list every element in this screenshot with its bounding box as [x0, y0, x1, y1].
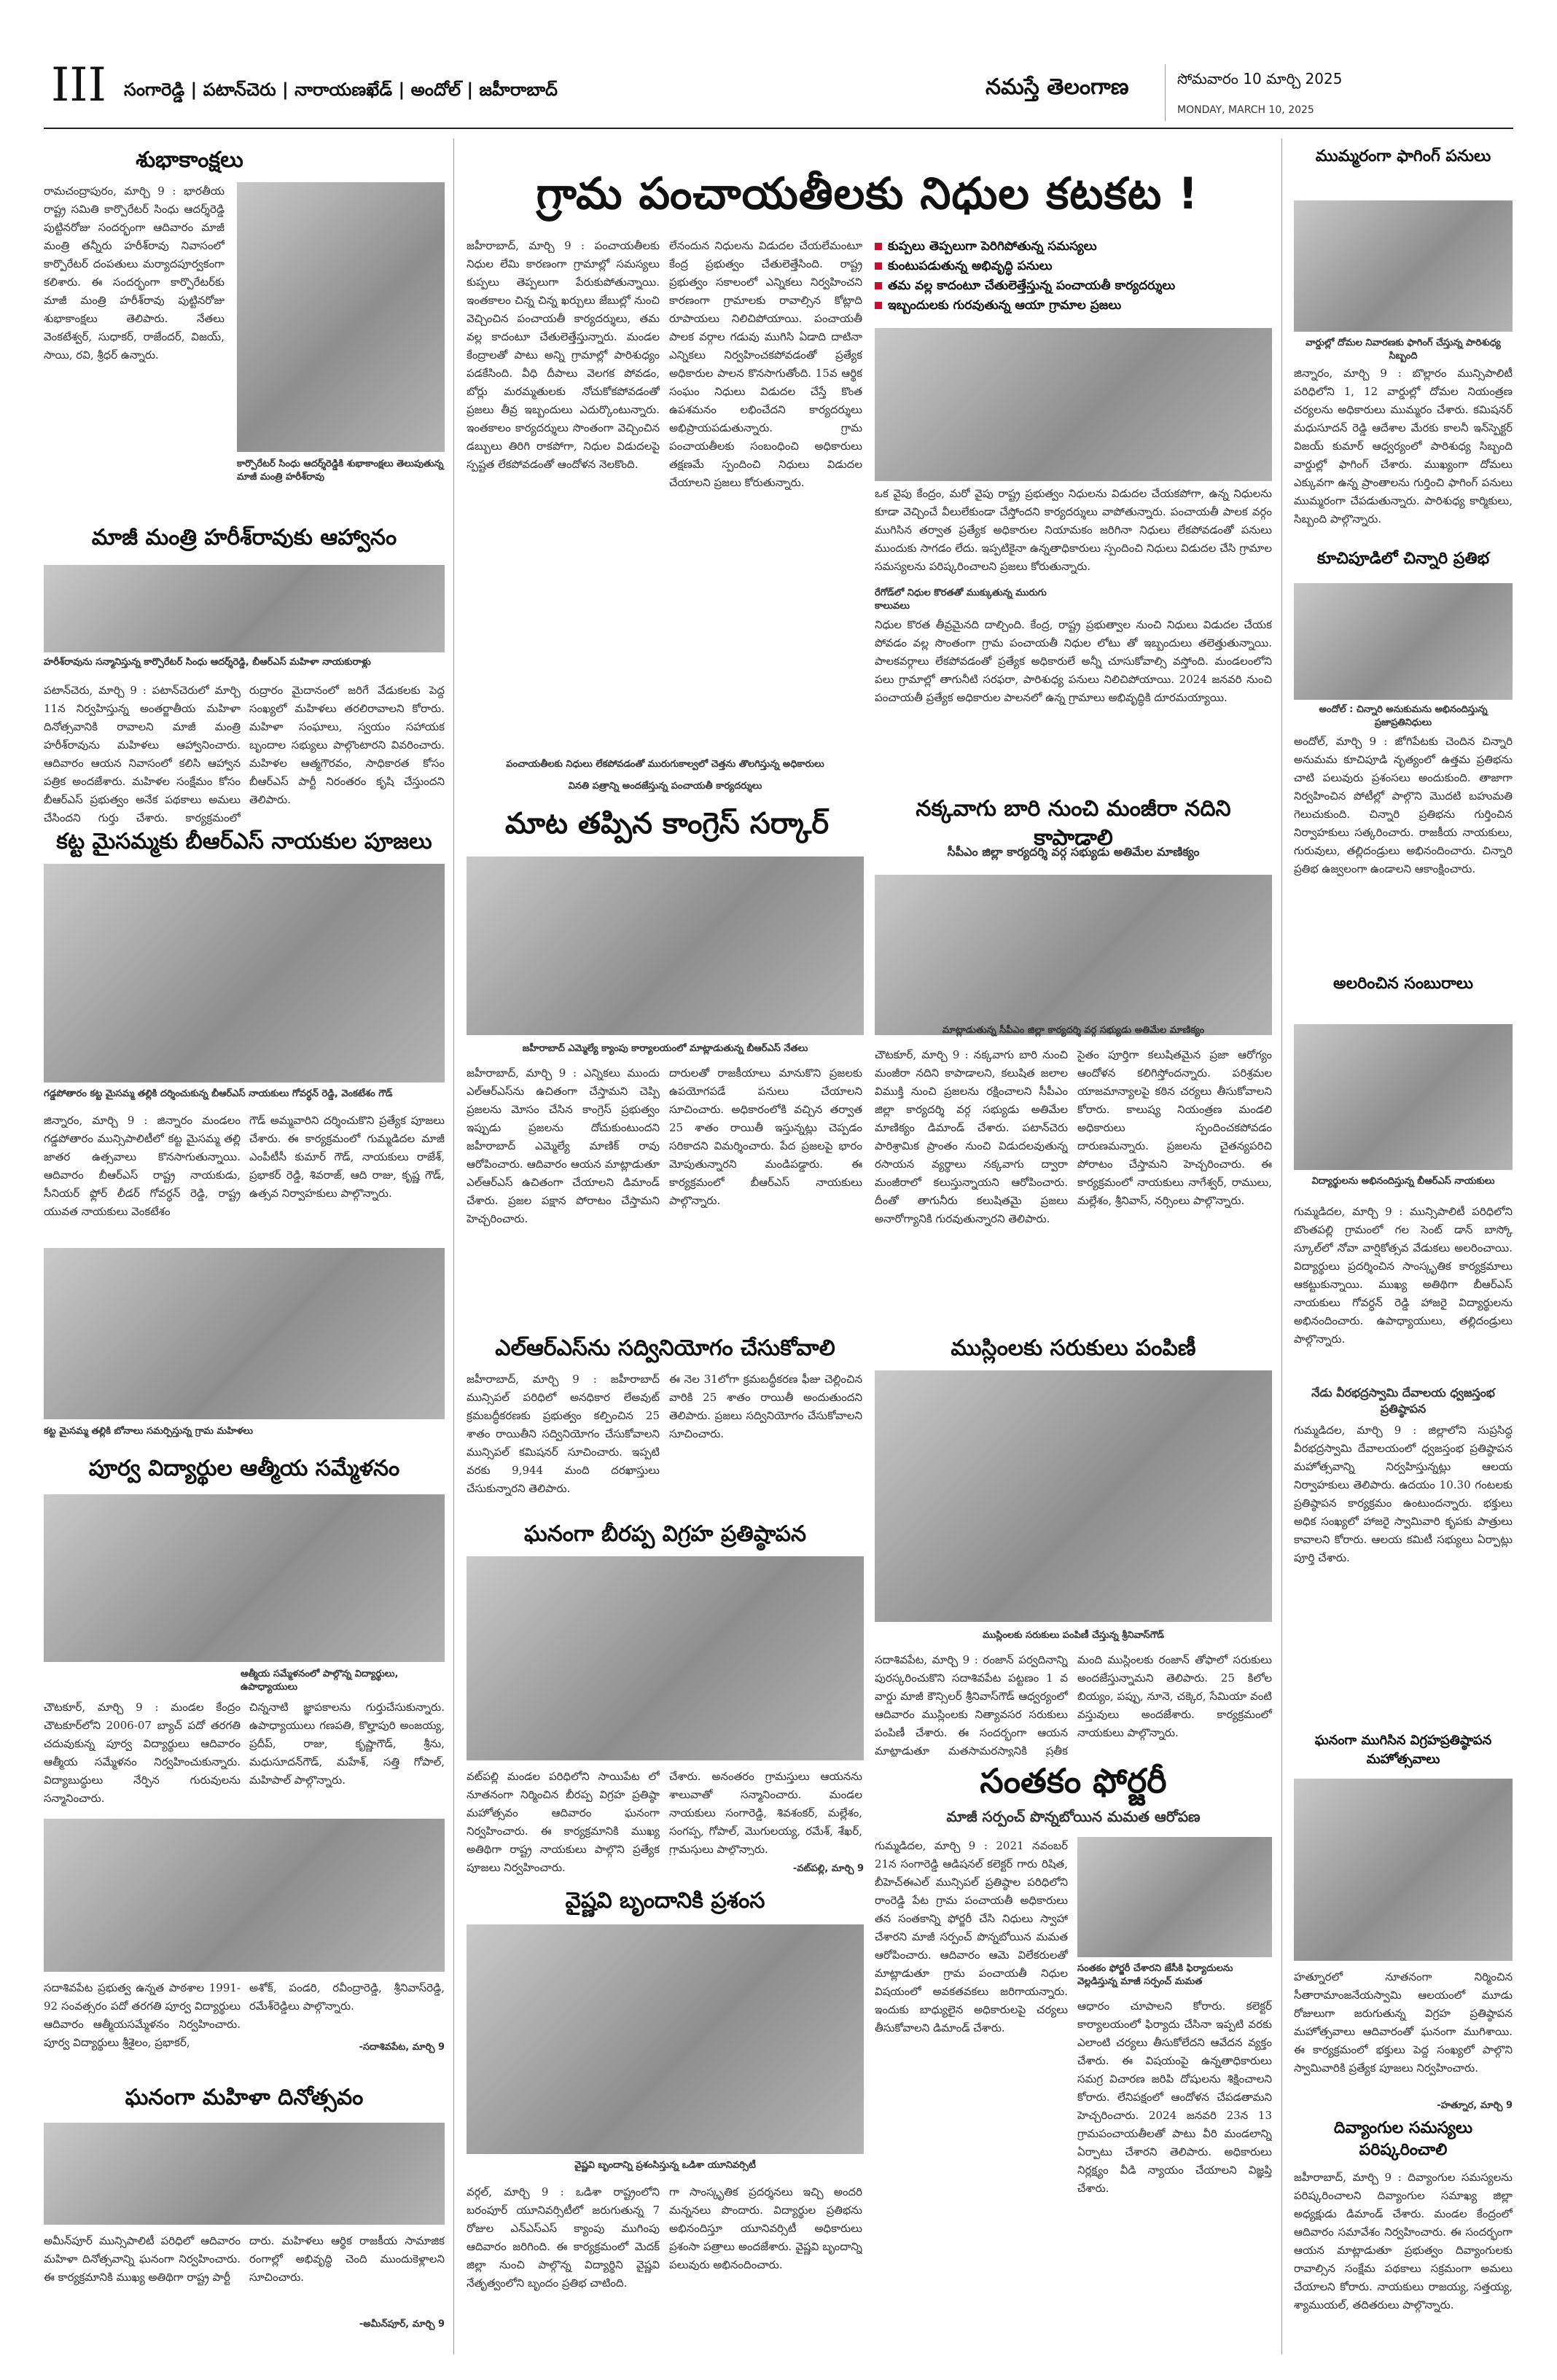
muslim-body-b: మంది ముస్లింలకు రంజాన్ తోఫాలో సరుకులు అందజేస్తున్నామని తెలిపారు. 25 కిలోల బియ్యం, పప్పు, నూనె, చక్కెర, సేమియా వంటి వస్తువులు అందజేశారు. కార్యక్రమంలో నాయకులు పాల్గొన్నారు. [1077, 1653, 1272, 1739]
muslim-caption: ముస్లింలకు సరుకులు పంపిణీ చేస్తున్న శ్రీనివాస్‌గౌడ్ [982, 1630, 1165, 1641]
vaishnavi-caption: వైష్ణవి బృందాన్ని ప్రశంసిస్తున్న ఒడిశా యూనివర్సిటీ [574, 2160, 756, 2171]
disabled-issues-headline: దివ్యాంగుల సమస్యలు పరిష్కరించాలి [1333, 2119, 1473, 2159]
vaishnavi-body-c: వర్గల్, మార్చి 9 : ఒడిశా రాష్ట్రంలోని బరంపూర్ యూనివర్సిటీలో జరుగుతున్న 7 రోజుల ఎన్ఎస్ఎస్ క్యాంపు ముగింపు ఆదివారం జరిగింది. ఈ కార్యక్రమంలో మెదక్ జిల్లా నుంచి పాల్గొన్న విద్యార్థిని వైష్ణవి నేతృత్వంలోని బృందం ప్రతిభ చాటింది. [467, 2185, 660, 2290]
idol-festival-photo [1294, 1779, 1513, 1961]
celebrations-caption: విద్యార్థులను అభినందిస్తున్న బీఆర్ఎస్ నాయకులు [1311, 1176, 1495, 1187]
vaishnavi-photo [467, 1924, 864, 2154]
lead-bullet: కుప్పలు తెప్పలుగా పెరిగిపోతున్న సమస్యలు [875, 237, 1272, 257]
alumni-body-a: చౌటకూర్, మార్చి 9 : మండల కేంద్రం చౌటకూర్‌లోని 2006-07 బ్యాచ్ పదో తరగతి చదువుకున్న పూర్వ విద్యార్థులు ఆదివారం ఆత్మీయ సమ్మేళనం నిర్వహించుకున్నారు. విద్యాబుద్ధులు నేర్పిన గురువులను సన్మానించారు. [44, 1701, 241, 1805]
fogging-body: జిన్నారం, మార్చి 9 : బొల్లారం మున్సిపాలిటీ పరిధిలోని 1, 12 వార్డుల్లో దోమల నియంత్రణ చర్యలను అధికారులు ముమ్మరం చేశారు. కమిషనర్ మధుసూదన్ రెడ్డి ఆదేశాల మేరకు కాలనీ ఇన్‌స్పెక్టర్ విజయ్ కుమార్ ఆధ్వర్యంలో పారిశుధ్య సిబ్బంది వార్డుల్లో ఫాగింగ్ చేశారు. ముఖ్యంగా దోమలు ఎక్కువగా ఉన్న ప్రాంతాలను గుర్తించి ఫాగింగ్ పనులు ముమ్మరంగా చేపడుతున్నారు. పారిశుధ్య కార్మికులు, సిబ్బంది పాల్గొన్నారు. [1294, 367, 1513, 526]
greetings-caption: కార్పొరేటర్ సింధు ఆదర్శ్‌రెడ్డికి శుభాకాంక్షలు తెలుపుతున్న మాజీ మంత్రి హరీశ్‌రావు [237, 459, 444, 483]
date-telugu: సోమవారం 10 మార్చి 2025 [1177, 70, 1343, 87]
manjira-caption: మాట్లాడుతున్న సీపీఎం జిల్లా కార్యదర్శి వర్గ సభ్యుడు అతిమేల మాణిక్యం [942, 1025, 1205, 1036]
lead-headline: గ్రామ పంచాయతీలకు నిధుల కటకట ! [536, 168, 1199, 219]
kuchipudi-caption: అందోల్ : చిన్నారి అనుకుమను అభినందిస్తున్న ప్రజాప్రతినిధులు [1319, 704, 1488, 728]
manjira-headline: నక్కవాగు బారి నుంచి మంజీరా నదిని కాపాడాలి [916, 796, 1231, 851]
womens-day-dateline: -అమీన్‌పూర్, మార్చి 9 [359, 2319, 445, 2330]
muslim-body-a: సదాశివపేట, మార్చి 9 : రంజాన్ పర్వదినాన్ని పురస్కరించుకొని సదాశివపేట పట్టణం 1 వ వార్డు మాజీ కౌన్సిలర్ శ్రీనివాస్‌గౌడ్ ఆధ్వర్యంలో ఆదివారం ముస్లింలకు నిత్యావసర సరుకులు పంపిణీ చేశారు. ఈ సందర్భంగా ఆయన మాట్లాడుతూ మతసామరస్యానికి ప్రతీక [875, 1653, 1068, 1757]
sadasivpet-alumni-body-b: అశోక్, పండరి, రవీంద్రారెడ్డి, శ్రీనివాస్‌రెడ్డి, రమేశ్‌రెడ్డిలు పాల్గొన్నారు. [249, 1981, 445, 2013]
harish-invite-headline: మాజీ మంత్రి హరీశ్‌రావుకు ఆహ్వానం [91, 525, 397, 550]
congress-body-a: జహీరాబాద్, మార్చి 9 : ఎన్నికలు ముందు ఎల్ఆర్ఎస్‌ను ఉచితంగా చేస్తామని చెప్పి ప్రజలను మోసం చేసిన కాంగ్రెస్ ప్రభుత్వం ఇప్పుడు ప్రజలను దోచుకుంటుందని జహీరాబాద్ ఎమ్మెల్యే మాణిక్ రావు ఆరోపించారు. ఆదివారం ఆయన మాట్లాడుతూ ఎల్ఆర్ఎస్ ఉచితంగా చేయాలని డిమాండ్ చేశారు. ప్రజల పక్షాన పోరాటం చేస్తామని హెచ్చరించారు. [467, 1066, 660, 1225]
column-divider [1281, 138, 1282, 2354]
lead-body-b: లేనందున నిధులను విడుదల చేయలేమంటూ కేంద్ర ప్రభుత్వం చేతులెత్తేసింది. రాష్ట్ర ప్రభుత్వం సకాలంలో ఎన్నికలు నిర్వహించని కారణంగా గ్రామాలకు రావాల్సిన కోట్లాది రూపాయలు నిలిచిపోయాయి. పంచాయతీ పాలక వర్గాల గడువు ముగిసి ఏడాది దాటినా ఎన్నికలు నిర్వహించకపోవడంతో ప్రత్యేక అధికారుల పాలన కొనసాగుతోంది. 15వ ఆర్థిక సంఘం నిధులు విడుదల చేస్తే కొంత ఉపశమనం లభించేదని కార్యదర్శులు అభిప్రాయపడుతున్నారు. గ్రామ పంచాయతీలకు సంబంధించి అధికారులు తక్షణమే స్పందించి నిధులు విడుదల చేయాలని ప్రజలు కోరుతున్నారు. [669, 239, 862, 489]
celebrations-body: గుమ్మడిదల, మార్చి 9 : మున్సిపాలిటీ పరిధిలోని బొంతపల్లి గ్రామంలో గల సెంట్ డాన్ బాస్కో స్కూల్‌లో నోవా వార్షికోత్సవ వేడుకలు అలరించాయి. విద్యార్థులు ప్రదర్శించిన సాంస్కృతిక కార్యక్రమాలు ఆకట్టుకున్నాయి. ముఖ్య అతిథిగా బీఆర్ఎస్ నాయకులు గోవర్ధన్ రెడ్డి హాజరై విద్యార్థులను అభినందించారు. ఉపాధ్యాయులు, తల్లిదండ్రులు పాల్గొన్నారు. [1294, 1205, 1513, 1346]
womens-day-headline: ఘనంగా మహిళా దినోత్సవం [125, 2085, 364, 2110]
idol-festival-dateline: -హత్నూర, మార్చి 9 [1437, 2100, 1513, 2111]
alumni-photo [44, 1494, 445, 1662]
maisamma-photo [44, 864, 445, 1082]
maisamma-headline: కట్ట మైసమ్మకు బీఆర్ఎస్ నాయకుల పూజలు [56, 829, 432, 854]
birappa-photo [467, 1556, 864, 1760]
womens-day-photo [44, 2123, 445, 2225]
vaishnavi-body-d: గా సాంస్కృతిక ప్రదర్శనలు ఇచ్చి అందరి మన్ననలు పొందారు. విద్యార్థుల ప్రతిభను అభినందిస్తూ యూనివర్సిటీ అధికారులు ప్రశంసా పత్రాలు అందజేశారు. వైష్ణవి బృందాన్ని పలువురు అభినందించారు. [669, 2185, 862, 2271]
porgery-body-a: గుమ్మడిదల, మార్చి 9 : 2021 నవంబర్ 21న సంగారెడ్డి ఆడిషనల్ కలెక్టర్ గారు రిషిత, బీహెచ్ఈఎల్ మున్సిపల్ ప్రతిష్ఠాల పరిధిలోని రాంరెడ్డి పేట గ్రామ పంచాయతీ అధికారులు తన సంతకాన్ని ఫోర్జరీ చేసి నిధులు స్వాహా చేశారని మాజీ సర్పంచ్ పొన్నబోయిన మమత ఆరోపించారు. ఆదివారం ఆమె విలేకరులతో మాట్లాడుతూ గ్రామ పంచాయతీ నిధుల విషయంలో అవకతవకలు జరిగాయన్నారు. ఇందుకు బాధ్యులైన అధికారులపై చర్యలు తీసుకోవాలని డిమాండ్ చేశారు. [875, 1839, 1068, 2034]
page-number: III [51, 58, 106, 112]
bonalu-photo [44, 1248, 445, 1419]
maisamma-body-b: గౌడ్ అమ్మవారిని దర్శించుకొని ప్రత్యేక పూజలు చేశారు. ఈ కార్యక్రమంలో గుమ్మడిదల మాజీ ఎంపీటీసీ కుమార్ గౌడ్, నాయకులు రాజేశ్, ప్రభాకర్ రెడ్డి, శివరాజ్, ఆది రాజు, కృష్ణ గౌడ్, ఉత్సవ నిర్వాహకులు పాల్గొన్నారు. [249, 1114, 445, 1200]
celebrations-photo [1294, 1024, 1513, 1170]
lrs-body-b: ఈ నెల 31లోగా క్రమబద్ధీకరణ ఫీజు చెల్లించిన వారికి 25 శాతం రాయితీ అందుతుందని తెలిపారు. ప్రజలు సద్వినియోగం చేసుకోవాలని సూచించారు. [669, 1373, 862, 1440]
birappa-headline: ఘనంగా బీరప్ప విగ్రహ ప్రతిష్ఠాపన [523, 1521, 807, 1547]
masthead-rule [44, 128, 1513, 129]
fogging-photo [1294, 200, 1513, 332]
birappa-body-a: వట్‌పల్లి మండల పరిధిలోని సాయిపేట లో నూతనంగా నిర్మించిన బీరప్ప విగ్రహ ప్రతిష్ఠా మహోత్సవం ఆదివారం ఘనంగా నిర్వహించారు. ఈ కార్యక్రమానికి ముఖ్య అతిథిగా రాష్ట్ర నాయకులు పాల్గొని ప్రత్యేక పూజలు నిర్వహించారు. [467, 1770, 660, 1874]
dhwajasthambham-headline: నేడు వీరభద్రస్వామి దేవాలయ ధ్వజస్తంభ ప్రతిష్ఠాపన [1311, 1386, 1495, 1416]
muslim-headline: ముస్లింలకు సరుకులు పంపిణీ [951, 1335, 1196, 1361]
alumni-headline: పూర్వ విద్యార్థుల ఆత్మీయ సమ్మేళనం [88, 1456, 400, 1481]
birappa-dateline: -వట్‌పల్లి, మార్చి 9 [792, 1863, 864, 1874]
congress-headline: మాట తప్పిన కాంగ్రెస్ సర్కార్ [504, 807, 830, 840]
lead-bullets [875, 237, 1272, 316]
manjira-subhead: సీపీఎం జిల్లా కార్యదర్శి వర్గ సభ్యుడు అతిమేల మాణిక్యం [947, 845, 1200, 859]
kuchipudi-photo [1294, 583, 1513, 700]
greetings-body: రామచంద్రాపురం, మార్చి 9 : భారతీయ రాష్ట్ర సమితి కార్పొరేటర్ సింధు ఆదర్శ్‌రెడ్డి పుట్టినరోజు సందర్భంగా ఆదివారం మాజీ మంత్రి తన్నీరు హరీశ్‌రావు నివాసంలో కార్పొరేటర్ దంపతులు మర్యాదపూర్వకంగా కలిశారు. ఈ సందర్భంగా కార్పొరేటర్‌కు మాజీ మంత్రి హరీశ్‌రావు పుట్టినరోజు శుభాకాంక్షలు తెలిపారు. నేతలు వెంకటేశ్వర్, సుధాకర్, రాజేందర్, విజయ్, సాయి, రవి, శ్రీధర్ ఉన్నారు. [44, 184, 225, 362]
lead-body-c: నిధుల కొరత తీవ్రమైనది దాల్చింది. కేంద్ర, రాష్ట్ర ప్రభుత్వాల నుంచి నిధులు విడుదల చేయక పోవడం వల్ల సొంతంగా గ్రామ పంచాయతీ నిధుల లోటు తో ఇబ్బందులు తలెత్తుతున్నాయి. పాలకవర్గాలు లేకపోవడంతో ప్రత్యేక అధికారులే అన్నీ చూసుకోవాల్సి వస్తోంది. మండలంలోని పలు గ్రామాల్లో తాగునీటి సరఫరా, పారిశుధ్య పనులు నిలిచిపోయాయి. 2024 జనవరి నుంచి పంచాయతీ ప్రత్యేక అధికారుల పాలనలో ఉన్న గ్రామాలు అభివృద్ధికి దూరమయ్యాయి. [875, 618, 1272, 704]
greetings-photo [237, 182, 445, 452]
lrs-headline: ఎల్ఆర్ఎస్‌ను సద్వినియోగం చేసుకోవాలి [495, 1335, 835, 1361]
fogging-headline: ముమ్మరంగా ఫాగింగ్ పనులు [1315, 147, 1491, 165]
porgery-caption: సంతకం ఫోర్జరీ చేశారని జేసీకి ఫిర్యాదులను వెల్లడిస్తున్న మాజీ సర్పంచ్ మమత [1077, 1963, 1233, 1987]
congress-caption: జహీరాబాద్ ఎమ్మెల్యే క్యాంపు కార్యాలయంలో మాట్లాడుతున్న బీఆర్ఎస్ నేతలు [522, 1043, 808, 1054]
dhwajasthambham-body: గుమ్మడిదల, మార్చి 9 : జిల్లాలోని సుప్రసిద్ధ వీరభద్రస్వామి దేవాలయంలో ధ్వజస్తంభ ప్రతిష్ఠాపన మహోత్సవాన్ని నిర్వహిస్తున్నట్లు ఆలయ నిర్వాహకులు తెలిపారు. ఉదయం 10.30 గంటలకు ప్రతిష్ఠాపన కార్యక్రమం ఉంటుందన్నారు. భక్తులు అధిక సంఖ్యలో హాజరై స్వామివారి కృపకు పాత్రులు కావాలని కోరారు. ఆలయ కమిటీ సభ్యులు ఏర్పాట్లు పూర్తి చేశారు. [1294, 1424, 1513, 1564]
sadasivpet-alumni-photo [44, 1819, 445, 1972]
womens-day-body-b: దారు. మహిళలు ఆర్థిక రాజకీయ సామాజిక రంగాల్లో అభివృద్ధి చెంది ముందుకెళ్లాలని సూచించారు. [249, 2234, 445, 2284]
regions-strip: సంగారెడ్డి | పటాన్‌చెరు | నారాయణఖేడ్ | అందోల్ | జహీరాబాద్ [124, 79, 558, 100]
maisamma-body-a: జిన్నారం, మార్చి 9 : జిన్నారం మండలం గడ్డపోతారం మున్సిపాలిటీలో కట్ట మైసమ్మ తల్లి జాతర ఉత్సవాలు కొనసాగుతున్నాయి. ఆదివారం బీఆర్ఎస్ రాష్ట్ర నాయకుడు, సీనియర్ ఫ్లోర్ లీడర్ గోవర్ధన్ రెడ్డి, రాష్ట్ర యువత నాయకులు వెంకటేశం [44, 1114, 241, 1218]
lead-bullet: ఇబ్బందులకు గురవుతున్న ఆయా గ్రామాల ప్రజలు [875, 296, 1272, 316]
lead-bullet: కుంటుపడుతున్న అభివృద్ధి పనులు [875, 257, 1272, 276]
vaishnavi-headline: వైష్ణవి బృందానికి ప్రశంస [565, 1888, 765, 1913]
manjira-body-b: సైతం పూర్తిగా కలుషితమైన ప్రజా ఆరోగ్యం ఆందోళన కలిగిస్తోందన్నారు. పరిశ్రమల యాజమాన్యాలపై కఠిన చర్యలు తీసుకోవాలని కోరారు. కాలుష్య నియంత్రణ మండలి అధికారులు స్పందించకపోవడం దారుణమన్నారు. ప్రజలను చైతన్యపరిచి పోరాటం చేస్తామని హెచ్చరించారు. ఈ కార్యక్రమంలో నాయకులు నాగేశ్వర్, రాములు, మల్లేశం, శ్రీనివాస్, నర్సింలు పాల్గొన్నారు. [1077, 1048, 1272, 1207]
celebrations-headline: అలరించిన సంబురాలు [1333, 975, 1473, 993]
masthead-divider [1165, 64, 1166, 121]
congress-body-b: దారులతో రాజకీయాలు మానుకొని ప్రజలకు ఉపయోగపడే పనులు చేయాలని సూచించారు. అధికారంలోకి వచ్చిన తర్వాత 25 శాతం రాయితీ ఇస్తున్నట్లు చెప్పడం సరికాదని విమర్శించారు. పేద ప్రజలపై భారం మోపుతున్నారని మండిపడ్డారు. ఈ కార్యక్రమంలో బీఆర్ఎస్ నాయకులు పాల్గొన్నారు. [669, 1066, 862, 1207]
kuchipudi-headline: కూచిపూడిలో చిన్నారి ప్రతిభ [1316, 550, 1490, 568]
porgery-headline: సంతకం ఫోర్జరీ [980, 1761, 1167, 1800]
idol-festival-body: హత్నూరలో నూతనంగా నిర్మించిన సీతారామాంజనేయస్వామి ఆలయంలో మూడు రోజులుగా జరుగుతున్న విగ్రహ ప్రతిష్ఠాపన మహోత్సవాలు ఆదివారంతో ఘనంగా ముగిశాయి. ఈ కార్యక్రమంలో భక్తులు పెద్ద సంఖ్యలో పాల్గొని స్వామివారికి ప్రత్యేక పూజలు నిర్వహించారు. [1294, 1970, 1513, 2075]
lead-caption: రేగోడ్‌లో నిధుల కొరతతో ముక్కుతున్న మురుగు కాలువలు [875, 588, 1047, 612]
lead-body-d: ఒక వైపు కేంద్రం, మరో వైపు రాష్ట్ర ప్రభుత్వం నిధులను విడుదల చేయకపోగా, ఉన్న నిధులను కూడా వెచ్చించే వీలులేకుండా చేస్తోందని కార్యదర్శులు వాపోతున్నారు. పంచాయతీ పాలక వర్గం ముగిసిన తర్వాత ప్రత్యేక అధికారుల నియామకం జరిగినా నిధులు లేకపోవడంతో పనులు ముందుకు సాగడం లేదు. ఇప్పటికైనా ఉన్నతాధికారులు స్పందించి నిధులు విడుదల చేసి గ్రామాల సమస్యలను పరిష్కరించాలని ప్రజలు కోరుతున్నారు. [875, 487, 1272, 573]
porgery-body-b: ఆధారం చూపాలని కోరారు. కలెక్టర్ కార్యాలయంలో ఫిర్యాదు చేసినా ఇప్పటి వరకు ఎలాంటి చర్యలు తీసుకోలేదని ఆవేదన వ్యక్తం చేశారు. ఈ విషయంపై ఉన్నతాధికారులు సమగ్ర విచారణ జరిపి దోషులను శిక్షించాలని కోరారు. లేనిపక్షంలో ఆందోళన చేపడతామని హెచ్చరించారు. 2024 జనవరి 23న 13 గ్రామపంచాయతీలతో పాటు వీరి మండలాన్ని ఏర్పాటు చేశారని తెలిపారు. అధికారులు నిర్లక్ష్యం వీడి న్యాయం చేయాలని విజ్ఞప్తి చేశారు. [1077, 1999, 1272, 2195]
cong-photo-caption: పంచాయతీలకు నిధులు లేకపోవడంతో మురుగుకాల్వలో చెత్తను తొలగిస్తున్న అధికారులు [506, 759, 824, 770]
manjira-body-a: చౌటకూర్, మార్చి 9 : నక్కవాగు బారి నుంచి మంజీరా నదిని కాపాడాలని, కలుషిత జలాల విముక్తి నుంచి ప్రజలను రక్షించాలని సీపీఎం జిల్లా కార్యదర్శి వర్గ సభ్యుడు అతిమేల మాణిక్యం డిమాండ్ చేశారు. పటాన్‌చెరు పారిశ్రామిక ప్రాంతం నుంచి విడుదలవుతున్న రసాయన వ్యర్థాలు నక్కవాగు ద్వారా మంజీరాలో కలుస్తున్నాయని ఆరోపించారు. దీంతో తాగునీరు కలుషితమై ప్రజలు అనారోగ్యానికి గురవుతున్నారని తెలిపారు. [875, 1048, 1068, 1225]
newspaper-name: నమస్తే తెలంగాణ [986, 74, 1129, 100]
manjira-photo [875, 875, 1272, 1035]
alumni-caption: ఆత్మీయ సమ్మేళనంలో పాల్గొన్న విద్యార్థులు, ఉపాధ్యాయులు [241, 1669, 399, 1693]
disabled-issues-body: జహీరాబాద్, మార్చి 9 : దివ్యాంగుల సమస్యలను పరిష్కరించాలని దివ్యాంగుల సమాఖ్య జిల్లా అధ్యక్షుడు డిమాండ్ చేశారు. మండల కేంద్రంలో ఆదివారం సమావేశం నిర్వహించారు. ఈ సందర్భంగా ఆయన మాట్లాడుతూ ప్రభుత్వం దివ్యాంగులకు రావాల్సిన సంక్షేమ పథకాలు సక్రమంగా అమలు చేయాలని కోరారు. నాయకులు రాజయ్య, సత్తయ్య, శ్యాముయల్, తదితరులు పాల్గొన్నారు. [1294, 2171, 1513, 2311]
bonalu-caption: కట్ట మైసమ్మ తల్లికి బోనాలు సమర్పిస్తున్న గ్రామ మహిళలు [44, 1426, 253, 1437]
column-divider [453, 138, 454, 2354]
muslim-photo [875, 1370, 1272, 1622]
harish-invite-body-a: పటాన్‌చెరు, మార్చి 9 : పటాన్‌చెరులో మార్చి 11న నిర్వహిస్తున్న అంతర్జాతీయ మహిళా దినోత్సవానికి రావాలని మాజీ మంత్రి హరీశ్‌రావును మహిళలు ఆహ్వానించారు. ఆదివారం ఆయన నివాసంలో కలిసి ఆహ్వాన పత్రిక అందజేశారు. మహిళల సంక్షేమం కోసం బీఆర్ఎస్ ప్రభుత్వం అనేక పథకాలు అమలు చేసిందని గుర్తు చేశారు. కార్యక్రమంలో [44, 684, 241, 824]
sadasivpet-alumni-body-a: సదాశివపేట ప్రభుత్వ ఉన్నత పాఠశాల 1991-92 సంవత్సరం పదో తరగతి పూర్వ విద్యార్థులు ఆదివారం ఆత్మీయసమ్మేళనం నిర్వహించారు. పూర్వ విద్యార్థులు శ్రీశైలం, ప్రభాకర్, [44, 1981, 241, 2049]
idol-festival-headline: ఘనంగా ముగిసిన విగ్రహప్రతిష్ఠాపన మహోత్సవాలు [1314, 1733, 1492, 1767]
lead-bullet: తమ వల్ల కాదంటూ చేతులెత్తేస్తున్న పంచాయతీ కార్యదర్శులు [875, 276, 1272, 296]
fogging-caption: వార్డుల్లో దోమల నివారణకు ఫాగింగ్ చేస్తున్న పారిశుధ్య సిబ్బంది [1306, 338, 1501, 362]
porgery-photo [1077, 1837, 1272, 1957]
date-english: MONDAY, MARCH 10, 2025 [1177, 104, 1314, 116]
lead-photo [875, 328, 1272, 481]
kuchipudi-body: అందోల్, మార్చి 9 : జోగిపేటకు చెందిన చిన్నారి అనుమమ కూచిపూడి నృత్యంలో ఉత్తమ ప్రతిభను చాటి పలువురు ప్రశంసలు అందుకుంది. తాజాగా నిర్వహించిన పోటీల్లో పాల్గొని మొదటి బహుమతి గెలుచుకుంది. చిన్నారి ప్రతిభను గుర్తించిన నిర్వాహకులు సత్కరించారు. రాజకీయ నాయకులు, గురువులు, తల్లిదండ్రులు అభినందించారు. చిన్నారి ప్రతిభ ఉజ్వలంగా ఉండాలని ఆకాంక్షించారు. [1294, 735, 1513, 875]
womens-day-body-a: అమీన్‌పూర్ మున్సిపాలిటీ పరిధిలో ఆదివారం మహిళా దినోత్సవాన్ని ఘనంగా నిర్వహించారు. ఈ కార్యక్రమానికి ముఖ్య అతిథిగా రాష్ట్ర పార్టీ [44, 2234, 241, 2284]
greetings-headline: శుభాకాంక్షలు [136, 147, 243, 173]
maisamma-caption: గడ్డపోతారం కట్ట మైసమ్మ తల్లికి దర్శించుకున్న బీఆర్ఎస్ నాయకులు గోవర్ధన్ రెడ్డి, వెంకటేశం గౌడ్ [44, 1088, 393, 1099]
harish-invite-caption: హరీశ్‌రావును సన్మానిస్తున్న కార్పొరేటర్ సింధు ఆదర్శ్‌రెడ్డి, బీఆర్ఎస్ మహిళా నాయకురాళ్లు [44, 657, 371, 668]
lrs-body-a: జహీరాబాద్, మార్చి 9 : జహీరాబాద్ మున్సిపల్ పరిధిలో అనధికార లేఅవుట్ క్రమబద్ధీకరణకు ప్రభుత్వం కల్పించిన 25 శాతం రాయితీని సద్వినియోగం చేసుకోవాలని మున్సిపల్ కమిషనర్ సూచించారు. ఇప్పటి వరకు 9,944 మంది దరఖాస్తులు చేసుకున్నారని తెలిపారు. [467, 1373, 660, 1495]
harish-invite-body-b: రుద్రారం మైదానంలో జరిగే వేడుకలకు పెద్ద సంఖ్యలో మహిళలు తరలిరావాలని కోరారు. మహిళా సంఘాలు, స్వయం సహాయక బృందాల సభ్యులు పాల్గొంటారని వివరించారు. మహిళల ఆత్మగౌరవం, సాధికారత కోసం బీఆర్ఎస్ పార్టీ నిరంతరం కృషి చేస్తుందని తెలిపారు. [249, 684, 445, 806]
porgery-subhead: మాజీ సర్పంచ్ పొన్నబోయిన మమత ఆరోపణ [946, 1808, 1201, 1825]
cong-petition-caption: వినతి పత్రాన్ని అందజేస్తున్న పంచాయతీ కార్యదర్శులు [568, 781, 762, 792]
congress-photo [467, 857, 864, 1035]
harish-invite-photo [44, 565, 445, 652]
alumni-body-b: చిన్ననాటి జ్ఞాపకాలను గుర్తుచేసుకున్నారు. ఉపాధ్యాయులు గణపతి, కొల్హాపురి అంజయ్య, ప్రదీప్, రాజు, కృష్ణాగౌడ్, శ్రీను, మధుసూదన్‌గౌడ్, మహేశ్, సత్తి గోపాల్, మహిపాల్ పాల్గొన్నారు. [249, 1701, 445, 1787]
lead-body-a: జహీరాబాద్, మార్చి 9 : పంచాయతీలకు నిధుల లేమి కారణంగా గ్రామాల్లో సమస్యలు కుప్పలు తెప్పలుగా పేరుకుపోతున్నాయి. ఇంతకాలం చిన్న చిన్న ఖర్చులు జేబుల్లో నుంచి వెచ్చించిన పంచాయతీ కార్యదర్శులు, తమ వల్ల కాదంటూ చేతులెత్తేస్తున్నారు. మండల కేంద్రాలతో పాటు అన్ని గ్రామాల్లో పారిశుధ్యం పడకేసింది. వీధి దీపాలు వెలగక పోవడం, బోర్లు మరమ్మతులకు నోచుకోకపోవడంతో ప్రజలు తీవ్ర ఇబ్బందులు ఎదుర్కొంటున్నారు. ఇంతకాలం కార్యదర్శులు సొంతంగా వెచ్చించిన డబ్బులు తిరిగి రాకపోగా, నిధుల విడుదలపై స్పష్టత లేకపోవడంతో ఆందోళన నెలకొంది. [467, 239, 660, 471]
sadasivpet-dateline: -సదాశివపేట, మార్చి 9 [359, 2042, 445, 2053]
birappa-body-b: చేశారు. అనంతరం గ్రామస్తులు ఆయనను శాలువాతో సన్మానించారు. మండల నాయకులు సంగారెడ్డి, శివశంకర్, మల్లేశం, సంగప్ప, గోపాల్, మొగులయ్య, రమేశ్, శేఖర్, గ్రామస్తులు పాల్గొన్నారు. [669, 1770, 862, 1855]
